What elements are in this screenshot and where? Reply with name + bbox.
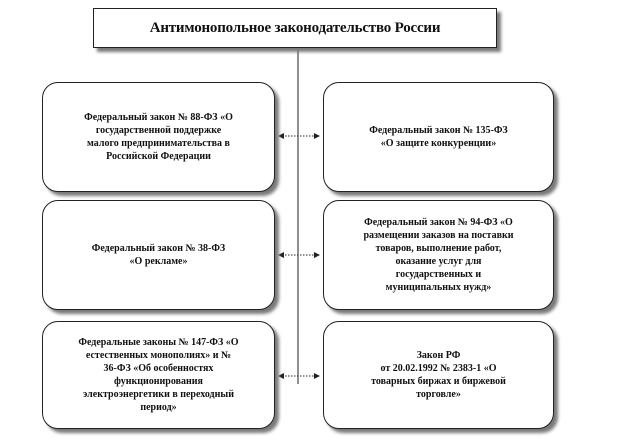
law-box-2383-1 xyxy=(323,321,554,429)
law-box-text: Закон РФ от 20.02.1992 № 2383-1 «О товарных биржах и биржевой торговле» xyxy=(371,350,506,400)
law-box-text: Федеральные законы № 147-ФЗ «О естественных монополиях» и № 36-ФЗ «Об особенностях функционирования электроэнергетики в переходный период» xyxy=(78,337,239,413)
law-box-text: Федеральный закон № 94-ФЗ «О размещении заказов на поставки товаров, выполнение работ, оказание услуг для государственных и муниципальных нужд» xyxy=(363,217,514,293)
title-box xyxy=(93,8,497,48)
law-box-88-fz xyxy=(42,82,275,192)
law-box-text: Федеральный закон № 135-ФЗ «О защите конкуренции» xyxy=(369,125,508,149)
diagram-title: Антимонопольное законодательство России xyxy=(149,19,441,36)
law-box-text: Федеральный закон № 38-ФЗ «О рекламе» xyxy=(91,243,226,267)
law-box-38-fz xyxy=(42,200,275,310)
law-box-94-fz xyxy=(323,200,554,310)
law-box-text: Федеральный закон № 88-ФЗ «О государственной поддержке малого предпринимательства в Российской Федерации xyxy=(84,112,233,162)
law-box-147-fz xyxy=(42,321,275,429)
law-box-135-fz xyxy=(323,82,554,192)
